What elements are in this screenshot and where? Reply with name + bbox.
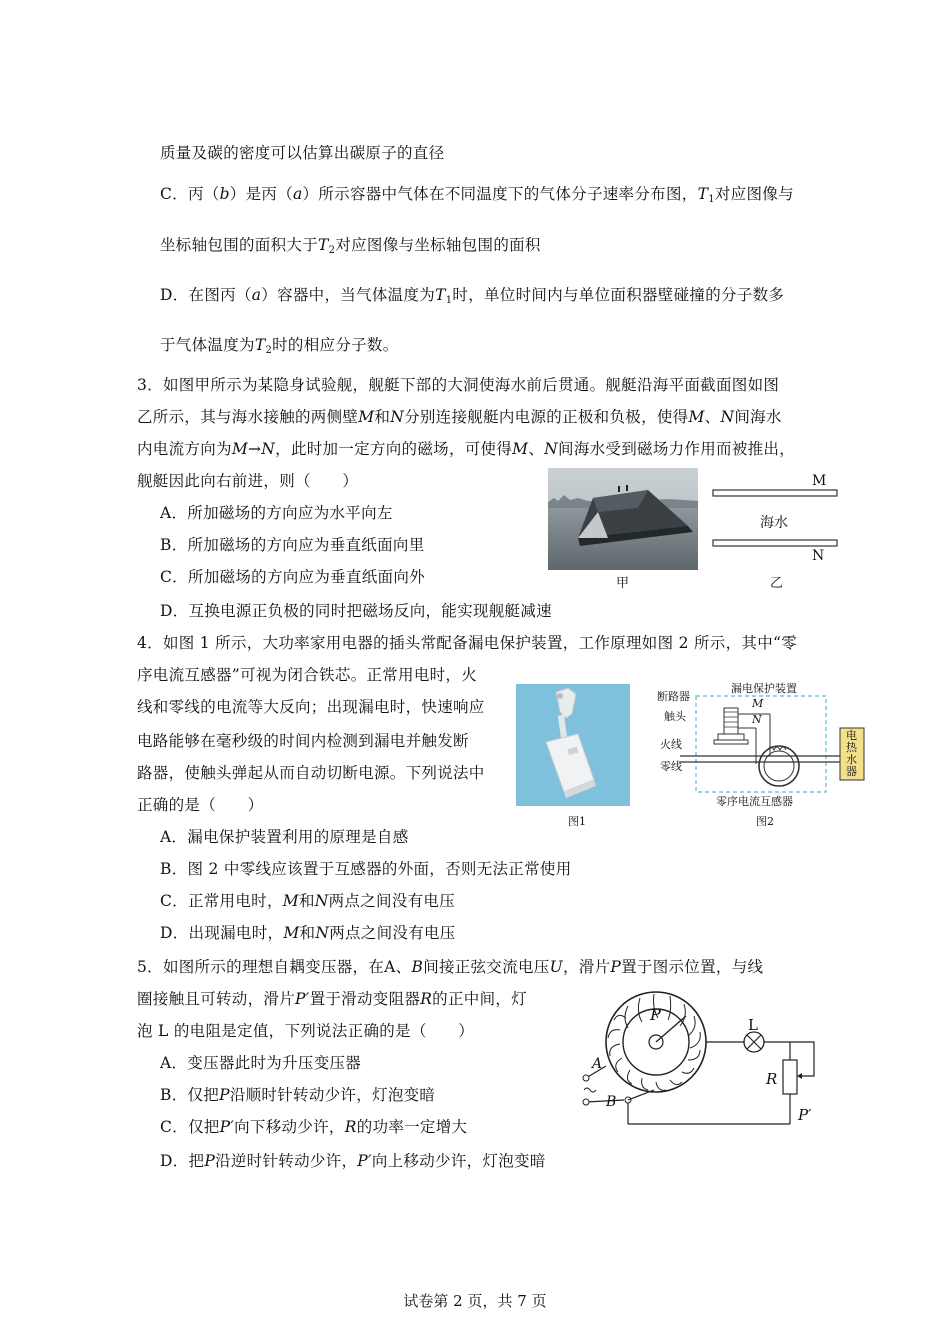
q3-option-d: D．互换电源正负极的同时把磁场反向，能实现舰艇减速: [160, 602, 552, 620]
q4-option-d: D．出现漏电时，M和N两点之间没有电压: [160, 924, 456, 942]
label-terminal-a: A: [592, 1056, 603, 1072]
label-rheostat-r: R: [766, 1070, 778, 1088]
q4-stem-line2: 序电流互感器”可视为闭合铁芯。正常用电时，火: [137, 666, 478, 684]
q5-option-d: D．把P沿逆时针转动少许，P′向上移动少许，灯泡变暗: [160, 1152, 546, 1170]
label-sea: 海水: [760, 515, 788, 531]
q4-stem-line3: 线和零线的电流等大反向；出现漏电时，快速响应: [137, 698, 485, 716]
q3-option-b: B．所加磁场的方向应为垂直纸面向里: [160, 536, 425, 554]
page-footer: 试卷第 2 页，共 7 页: [403, 1292, 547, 1310]
q2-option-c-line2: 坐标轴包围的面积大于$T_2$对应图像与坐标轴包围的面积: [160, 236, 541, 256]
q5-option-a: A．变压器此时为升压变压器: [160, 1054, 362, 1072]
label-contact: 触头: [664, 710, 686, 723]
intro-line: 质量及碳的密度可以估算出碳原子的直径: [160, 144, 445, 162]
q4-option-b: B．图 2 中零线应该置于互感器的外面，否则无法正常使用: [160, 860, 572, 878]
q5-option-b: B．仅把P沿顺时针转动少许，灯泡变暗: [160, 1086, 436, 1104]
label-slider-p-prime: P′: [798, 1106, 812, 1124]
q4-option-c: C．正常用电时，M和N两点之间没有电压: [160, 892, 456, 910]
q3-stem-line3: 内电流方向为M→N，此时加一定方向的磁场，可使得M、N间海水受到磁场力作用而被推出，: [137, 440, 796, 458]
q5-stem-line1: 5．如图所示的理想自耦变压器，在A、B间接正弦交流电压U，滑片P置于图示位置，与线: [137, 958, 764, 976]
q3-option-a: A．所加磁场的方向应为水平向左: [160, 504, 393, 522]
q3-stem-line2: 乙所示，其与海水接触的两侧壁M和N分别连接舰艇内电源的正极和负极，使得M、N间海水: [137, 408, 782, 426]
wall-m: [713, 490, 837, 496]
label-circuit-n: N: [752, 713, 762, 726]
q3-option-c: C．所加磁场的方向应为垂直纸面向外: [160, 568, 425, 586]
label-water-heater: 电热水器: [846, 729, 857, 778]
label-protection-device: 漏电保护装置: [731, 682, 797, 695]
label-m: M: [812, 473, 827, 489]
q5-option-c: C．仅把P′向下移动少许，R的功率一定增大: [160, 1118, 468, 1136]
current-transformer-ring: [759, 746, 799, 786]
q4-stem-line4: 电路能够在毫秒级的时间内检测到漏电并触发断: [137, 732, 469, 750]
q5-stem-line2: 圈接触且可转动，滑片P′置于滑动变阻器R的正中间，灯: [137, 990, 527, 1008]
q4-stem-line1: 4．如图 1 所示，大功率家用电器的插头常配备漏电保护装置，工作原理如图 2 所示，其中“零: [137, 634, 798, 652]
q3-stem-line4: 舰艇因此向右前进，则（ ）: [137, 472, 359, 490]
rheostat: [783, 1060, 797, 1094]
terminal-b: [583, 1099, 589, 1105]
label-live-wire: 火线: [660, 738, 682, 751]
figure-2-caption: 图2: [756, 815, 774, 828]
q3-stem-line1: 3．如图甲所示为某隐身试验舰，舰艇下部的大洞使海水前后贯通。舰艇沿海平面截面图如图: [137, 376, 780, 394]
label-n: N: [812, 548, 825, 564]
leakage-plug-photo: [516, 684, 630, 806]
q4-stem-line5: 路器，使触头弹起从而自动切断电源。下列说法中: [137, 764, 485, 782]
q4-option-a: A．漏电保护装置利用的原理是自感: [160, 828, 409, 846]
wall-n: [713, 540, 837, 546]
stealth-ship-photo: [548, 468, 698, 570]
q4-stem-line6: 正确的是（ ）: [137, 796, 264, 814]
q2-option-d-line2: 于气体温度为$T_2$时的相应分子数。: [160, 336, 399, 356]
q2-option-c-line1: C．丙（b）是丙（a）所示容器中气体在不同温度下的气体分子速率分布图，$T_1$对应图像与: [160, 185, 794, 205]
terminal-a: [583, 1075, 589, 1081]
label-breaker: 断路器: [657, 690, 690, 703]
figure-jia-caption: 甲: [616, 576, 630, 591]
label-lamp-l: L: [748, 1016, 758, 1034]
label-circuit-m: M: [752, 697, 764, 710]
q2-option-d-line1: D．在图丙（a）容器中，当气体温度为$T_1$时，单位时间内与单位面积器壁碰撞的分子数多: [160, 286, 785, 306]
label-slider-p: P: [650, 1005, 661, 1024]
label-neutral-wire: 零线: [660, 760, 682, 773]
q5-stem-line3: 泡 L 的电阻是定值，下列说法正确的是（ ）: [137, 1022, 475, 1040]
figure-yi-caption: 乙: [770, 576, 784, 591]
figure-1-caption: 图1: [568, 815, 586, 828]
label-sensor: 零序电流互感器: [716, 795, 793, 808]
label-terminal-b: B: [606, 1094, 617, 1110]
